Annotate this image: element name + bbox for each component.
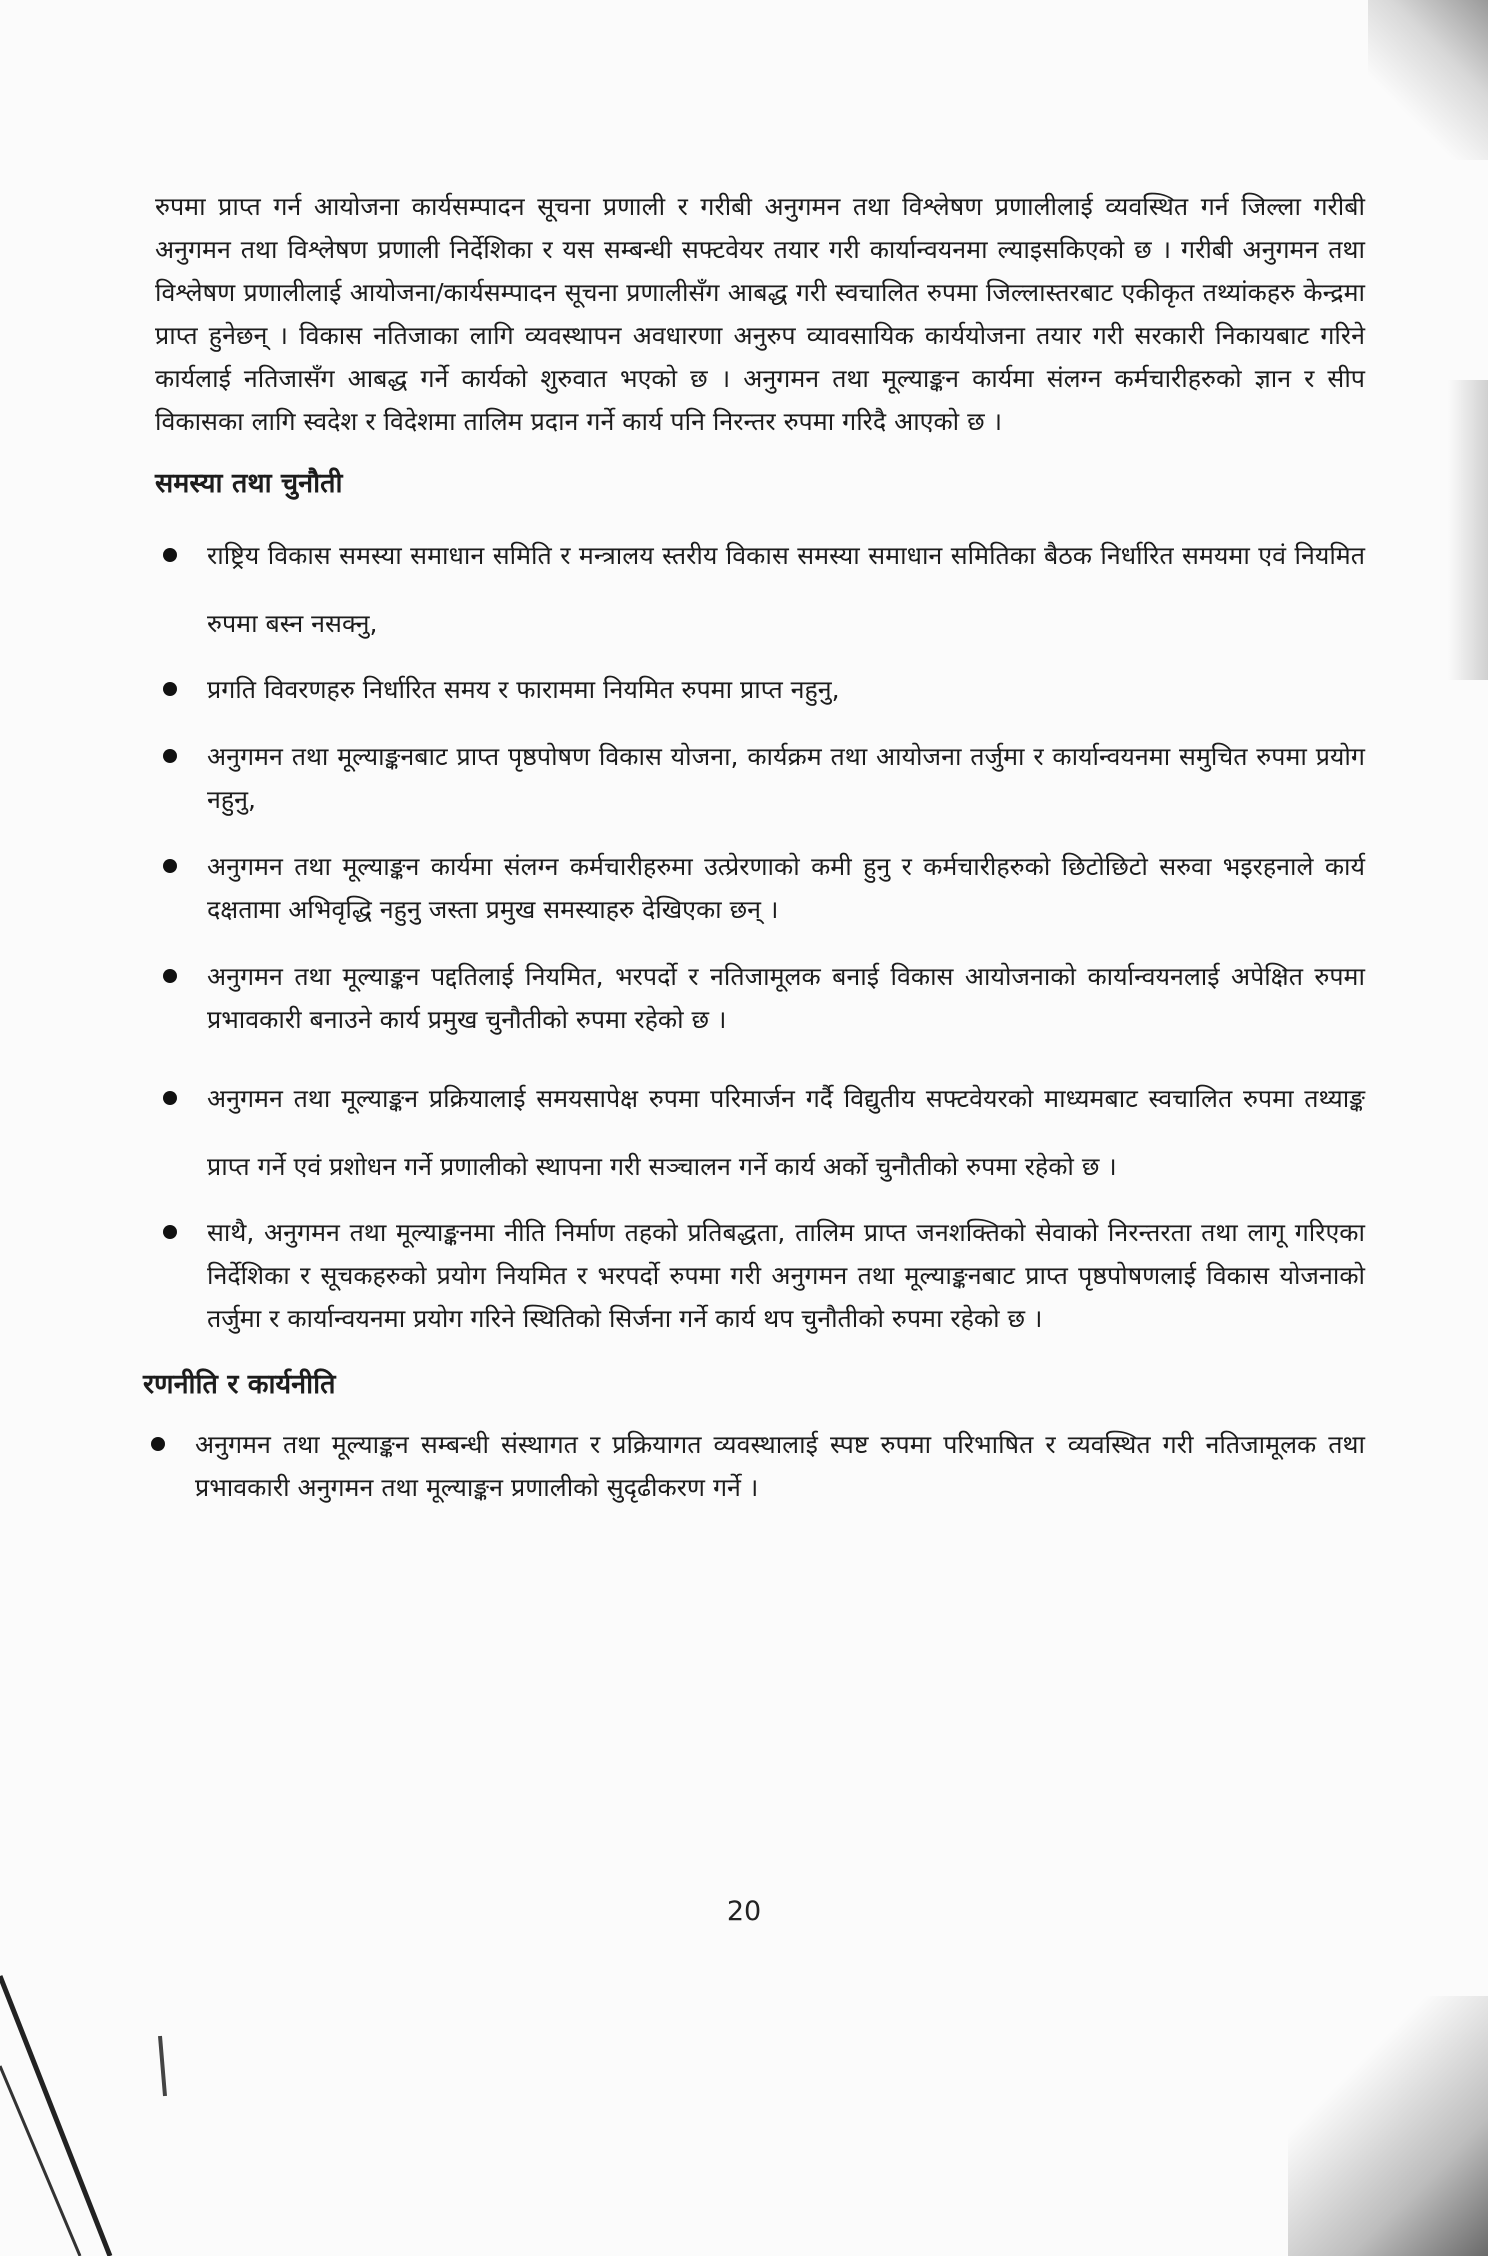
bullet-icon: [163, 749, 177, 763]
problems-heading: समस्या तथा चुनौती: [155, 468, 343, 499]
scan-shadow-top-right: [1368, 0, 1488, 160]
list-item: [155, 668, 1365, 711]
list-item-text: अनुगमन तथा मूल्याङ्कन पद्दतिलाई नियमित, भरपर्दो र नतिजामूलक बनाई विकास आयोजनाको कार्यान्वयनलाई अपेक्षित रुपमा प्रभावकारी बनाउने कार्य प्रमुख चुनौतीको रुपमा रहेको छ ।: [207, 962, 1365, 1034]
intro-paragraph: रुपमा प्राप्त गर्न आयोजना कार्यसम्पादन सूचना प्रणाली र गरीबी अनुगमन तथा विश्लेषण प्रणालीलाई व्यवस्थित गर्न जिल्ला गरीबी अनुगमन तथा विश्लेषण प्रणाली निर्देशिका र यस सम्बन्धी सफ्टवेयर तयार गरी कार्यान्वयनमा ल्याइसकिएको छ । गरीबी अनुगमन तथा विश्लेषण प्रणालीलाई आयोजना/कार्यसम्पादन सूचना प्रणालीसँग आबद्ध गरी स्वचालित रुपमा जिल्लास्तरबाट एकीकृत तथ्यांकहरु केन्द्रमा प्राप्त हुनेछन् । विकास नतिजाका लागि व्यवस्थापन अवधारणा अनुरुप व्यावसायिक कार्ययोजना तयार गरी सरकारी निकायबाट गरिने कार्यलाई नतिजासँग आबद्ध गर्ने कार्यको शुरुवात भएको छ । अनुगमन तथा मूल्याङ्कन कार्यमा संलग्न कर्मचारीहरुको ज्ञान र सीप विकासका लागि स्वदेश र विदेशमा तालिम प्रदान गर्ने कार्य पनि निरन्तर रुपमा गरिदै आएको छ ।: [155, 192, 1365, 436]
bullet-icon: [163, 548, 177, 562]
list-item: [155, 735, 1365, 821]
bullet-icon: [163, 859, 177, 873]
list-item-text: अनुगमन तथा मूल्याङ्कनबाट प्राप्त पृष्ठपोषण विकास योजना, कार्यक्रम तथा आयोजना तर्जुमा र कार्यान्वयनमा समुचित रुपमा प्रयोग नहुनु,: [207, 742, 1365, 814]
bullet-icon: [163, 1225, 177, 1239]
bullet-icon: [163, 682, 177, 696]
page-content: [143, 185, 1365, 1533]
scan-shadow-bottom-right: [1288, 1996, 1488, 2256]
list-item: [155, 1211, 1365, 1340]
list-item: [143, 1423, 1365, 1509]
bullet-icon: [163, 1091, 177, 1105]
list-item: [155, 522, 1365, 658]
strategy-heading: रणनीति र कार्यनीति: [143, 1369, 336, 1400]
list-item-text: राष्ट्रिय विकास समस्या समाधान समिति र मन्त्रालय स्तरीय विकास समस्या समाधान समितिका बैठक निर्धारित समयमा एवं नियमित रुपमा बस्न नसक्नु,: [207, 541, 1365, 638]
strategy-section: [143, 1364, 1365, 1509]
strategy-list: [143, 1423, 1365, 1509]
page-number: 20: [726, 1896, 762, 1927]
list-item: [155, 955, 1365, 1041]
scan-shadow-right: [1448, 380, 1488, 680]
list-item-text: अनुगमन तथा मूल्याङ्कन प्रक्रियालाई समयसापेक्ष रुपमा परिमार्जन गर्दै विद्युतीय सफ्टवेयरको माध्यमबाट स्वचालित रुपमा तथ्याङ्क प्राप्त गर्ने एवं प्रशोधन गर्ने प्रणालीको स्थापना गरी सञ्चालन गर्ने कार्य अर्को चुनौतीको रुपमा रहेको छ ।: [207, 1084, 1365, 1181]
list-item: [155, 1065, 1365, 1201]
problems-list: [155, 522, 1365, 1340]
list-item-text: प्रगति विवरणहरु निर्धारित समय र फाराममा नियमित रुपमा प्राप्त नहुनु,: [207, 675, 840, 704]
bullet-icon: [151, 1437, 165, 1451]
list-item-text: साथै, अनुगमन तथा मूल्याङ्कनमा नीति निर्माण तहको प्रतिबद्धता, तालिम प्राप्त जनशक्तिको सेवाको निरन्तरता तथा लागू गरिएका निर्देशिका र सूचकहरुको प्रयोग नियमित र भरपर्दो रुपमा गरी अनुगमन तथा मूल्याङ्कनबाट प्राप्त पृष्ठपोषणलाई विकास योजनाको तर्जुमा र कार्यान्वयनमा प्रयोग गरिने स्थितिको सिर्जना गर्ने कार्य थप चुनौतीको रुपमा रहेको छ ।: [207, 1218, 1365, 1333]
list-item-text: अनुगमन तथा मूल्याङ्कन सम्बन्धी संस्थागत र प्रक्रियागत व्यवस्थालाई स्पष्ट रुपमा परिभाषित र व्यवस्थित गरी नतिजामूलक तथा प्रभावकारी अनुगमन तथा मूल्याङ्कन प्रणालीको सुदृढीकरण गर्ने ।: [195, 1430, 1365, 1502]
list-item: [155, 845, 1365, 931]
list-item-text: अनुगमन तथा मूल्याङ्कन कार्यमा संलग्न कर्मचारीहरुमा उत्प्रेरणाको कमी हुनु र कर्मचारीहरुको छिटोछिटो सरुवा भइरहनाले कार्य दक्षतामा अभिवृद्धि नहुनु जस्ता प्रमुख समस्याहरु देखिएका छन् ।: [207, 852, 1365, 924]
bullet-icon: [163, 969, 177, 983]
